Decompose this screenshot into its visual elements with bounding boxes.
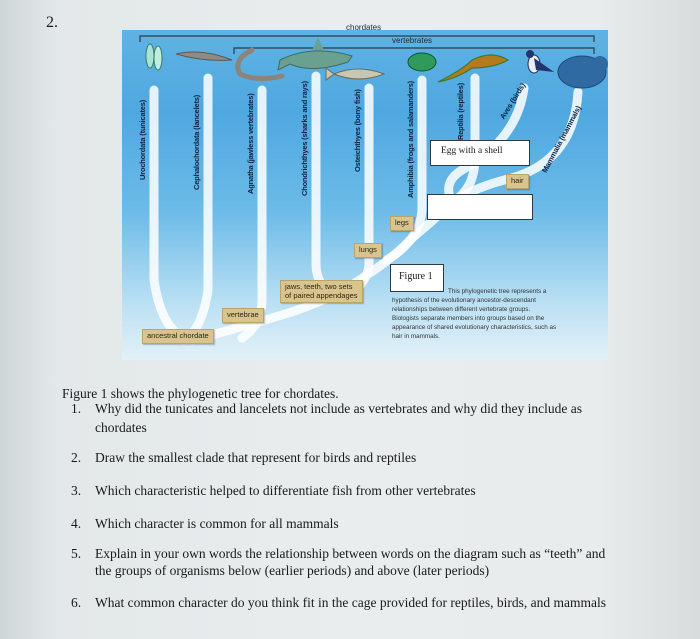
fish-icon	[326, 68, 384, 80]
egg-with-shell-label: Egg with a shell	[441, 146, 503, 156]
vertebrates-bracket	[234, 48, 594, 54]
question-4-number: 4.	[71, 516, 82, 531]
group-label-urochordata: Urochordata (tunicates)	[138, 100, 147, 180]
figure-label: Figure 1	[399, 271, 433, 282]
trait-vertebrae: vertebrae	[222, 308, 264, 323]
trait-lungs: lungs	[354, 243, 382, 258]
trait-legs: legs	[390, 216, 414, 231]
question-number: 2.	[46, 14, 58, 31]
question-1-text: Why did the tunicates and lancelets not include as vertebrates and why did they include as	[95, 401, 582, 416]
chordates-bracket	[140, 36, 594, 42]
question-2-text: Draw the smallest clade that represent for birds and reptiles	[95, 450, 417, 465]
caption-line-5: appearance of shared evolutionary characteristics, such as	[392, 324, 557, 331]
question-1-text-line2: chordates	[95, 420, 147, 435]
branch-tunicates	[154, 90, 192, 340]
bear-icon	[558, 56, 608, 88]
question-6-text: What common character do you think fit in the cage provided for reptiles, birds, and mammals	[95, 595, 606, 610]
shark-icon	[278, 38, 352, 70]
bird-icon	[526, 50, 554, 73]
group-label-agnatha: Agnatha (jawless vertebrates)	[246, 93, 255, 194]
group-label-cephalochordata: Cephalochordata (lancelets)	[192, 94, 201, 190]
question-6-number: 6.	[71, 595, 82, 610]
question-3-number: 3.	[71, 483, 82, 498]
intro-text: Figure 1 shows the phylogenetic tree for chordates.	[62, 386, 339, 401]
caption-line-6: hair in mammals.	[392, 333, 440, 340]
branch-chondrichthyes	[316, 76, 344, 298]
tunicate-icon	[146, 44, 162, 70]
trait-hair: hair	[506, 174, 529, 189]
caption-line-1: This phylogenetic tree represents a	[448, 288, 547, 295]
phylogenetic-tree-figure	[122, 23, 608, 360]
group-label-chondrichthyes: Chondrichthyes (sharks and rays)	[300, 81, 309, 196]
question-5-number: 5.	[71, 546, 82, 561]
group-label-mammalia: Mammalia (mammals)	[540, 104, 583, 175]
question-5-text: Explain in your own words the relationship between words on the diagram such as “teeth” and	[95, 546, 606, 561]
chordates-label: chordates	[346, 23, 382, 32]
lamprey-icon	[238, 50, 282, 79]
question-4	[71, 515, 671, 535]
figure-label-box	[390, 264, 444, 292]
caption-line-4: Biologists separate members into groups based on the	[392, 315, 545, 322]
question-2	[71, 449, 671, 469]
vertebrates-label: vertebrates	[392, 36, 433, 45]
question-2-number: 2.	[71, 450, 82, 465]
group-label-reptilia: Reptilia (reptiles)	[456, 82, 465, 140]
trait-jaws-line1: jaws, teeth, two sets	[285, 282, 353, 291]
trait-jaws-line2: of paired appendages	[285, 290, 358, 300]
trait-ancestral-chordate: ancestral chordate	[142, 329, 214, 344]
lancelet-icon	[176, 52, 232, 60]
question-3	[71, 482, 671, 502]
question-6	[71, 594, 671, 614]
question-3-text: Which characteristic helped to differentiate fish from other vertebrates	[95, 483, 476, 498]
empty-answer-box[interactable]	[427, 194, 533, 220]
question-5	[71, 545, 671, 585]
question-4-text: Which character is common for all mammals	[95, 516, 339, 531]
egg-with-shell-box	[430, 140, 530, 166]
group-label-aves: Aves (birds)	[498, 81, 528, 121]
group-label-amphibia: Amphibia (frogs and salamanders)	[406, 81, 415, 198]
tree-branches	[122, 30, 608, 360]
group-label-osteichthyes: Osteichthyes (bony fish)	[353, 89, 362, 172]
caption-line-2: hypothesis of the evolutionary ancestor-descendant	[392, 297, 536, 304]
question-1	[71, 400, 671, 440]
question-1-number: 1.	[71, 401, 82, 416]
trait-jaws-teeth-appendages	[280, 280, 363, 303]
frog-icon	[408, 53, 436, 71]
caption-line-3: relationships between different vertebrate groups.	[392, 306, 531, 313]
question-5-text-line2: the groups of organisms below (earlier periods) and above (later periods)	[95, 563, 490, 578]
